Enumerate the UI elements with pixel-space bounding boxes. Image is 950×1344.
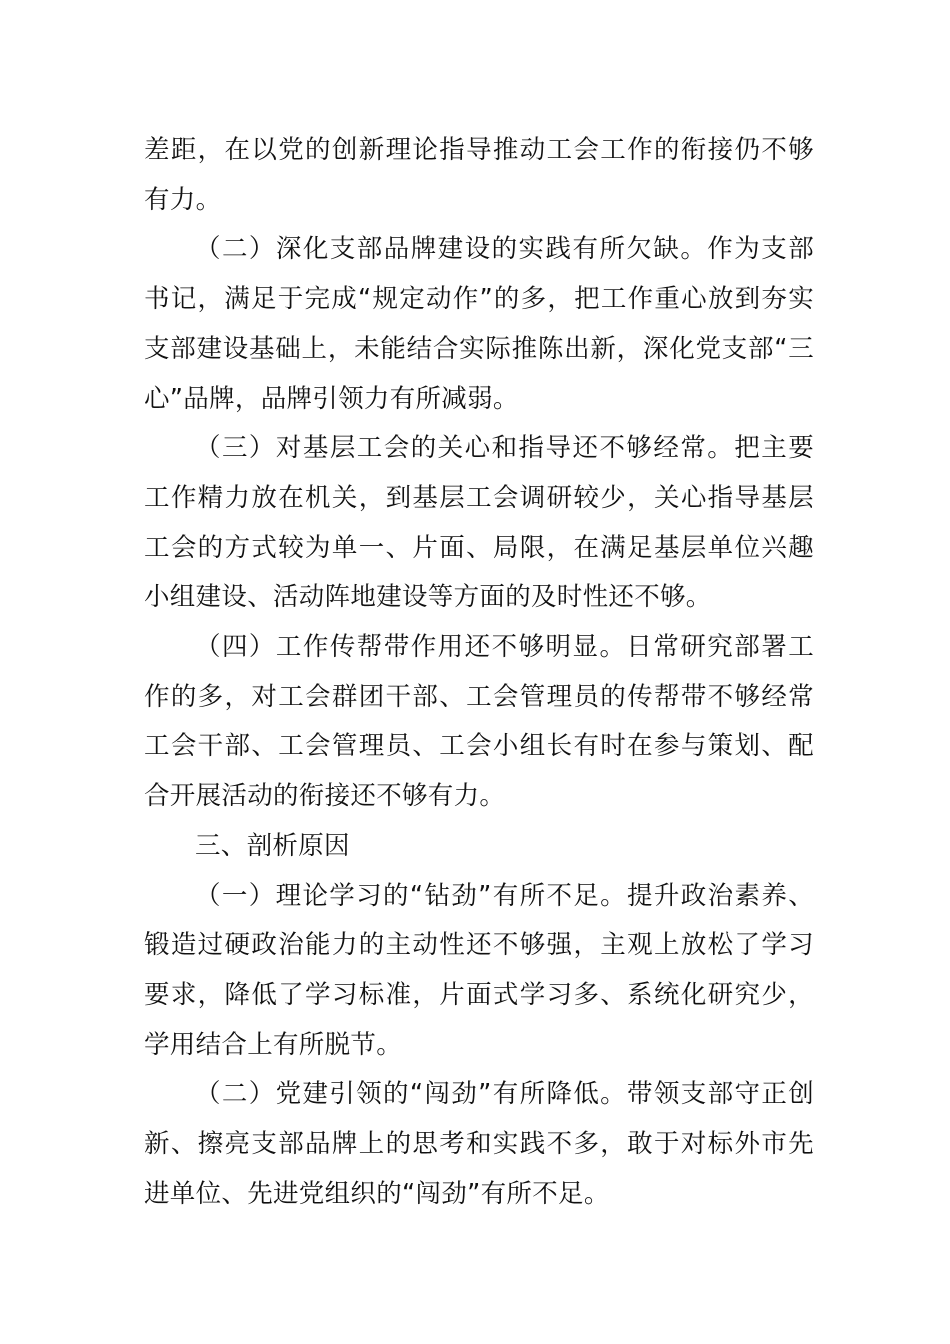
document-body [144,126,814,1219]
paragraph-item-4: （四）工作传帮带作用还不够明显。日常研究部署工作的多，对工会群团干部、工会管理员的传帮带不够经常工会干部、工会管理员、工会小组长有时在参与策划、配合开展活动的衔接还不够有力。 [144,632,814,812]
paragraph-continuation: 差距，在以党的创新理论指导推动工会工作的衔接仍不够有力。 [144,135,814,215]
paragraph-item-3: （三）对基层工会的关心和指导还不够经常。把主要工作精力放在机关，到基层工会调研较少，关心指导基层工会的方式较为单一、片面、局限，在满足基层单位兴趣小组建设、活动阵地建设等方面的及时性还不够。 [144,433,814,613]
paragraph-cause-1: （一）理论学习的“钻劲”有所不足。提升政治素养、锻造过硬政治能力的主动性还不够强，主观上放松了学习要求，降低了学习标准，片面式学习多、系统化研究少，学用结合上有所脱节。 [144,880,814,1060]
paragraph-cause-2: （二）党建引领的“闯劲”有所降低。带领支部守正创新、擦亮支部品牌上的思考和实践不多，敢于对标外市先进单位、先进党组织的“闯劲”有所不足。 [144,1079,814,1209]
section-heading-3: 三、剖析原因 [195,830,350,861]
paragraph-item-2: （二）深化支部品牌建设的实践有所欠缺。作为支部书记，满足于完成“规定动作”的多，把工作重心放到夯实支部建设基础上，未能结合实际推陈出新，深化党支部“三心”品牌，品牌引领力有所减弱。 [144,234,814,414]
